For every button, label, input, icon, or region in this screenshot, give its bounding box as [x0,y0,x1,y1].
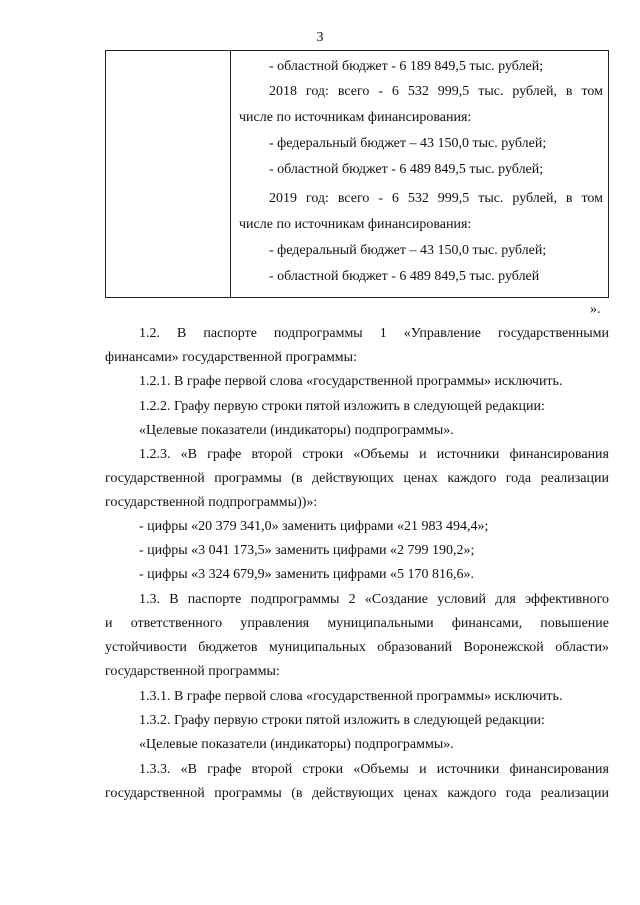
table-line: - федеральный бюджет – 43 150,0 тыс. рублей; [269,136,547,151]
table-line: числе по источникам финансирования: [239,217,472,232]
paragraph-line: 1.3.2. Графу первую строки пятой изложить в следующей редакции: [139,713,545,728]
paragraph-line: 1.2.1. В графе первой слова «государственной программы» исключить. [139,374,563,389]
paragraph-line: устойчивости бюджетов муниципальных образований Воронежской области» [105,640,609,655]
paragraph-line: государственной программы (в действующих ценах каждого года реализации [105,786,609,801]
paragraph-line: 1.3.1. В графе первой слова «государственной программы» исключить. [139,689,563,704]
table-line: - федеральный бюджет – 43 150,0 тыс. рублей; [269,243,547,258]
paragraph-line: 1.3. В паспорте подпрограммы 2 «Создание условий для эффективного [139,592,609,607]
paragraph-line: - цифры «20 379 341,0» заменить цифрами «21 983 494,4»; [139,519,489,534]
paragraph-line: «Целевые показатели (индикаторы) подпрограммы». [139,737,454,752]
table-line: - областной бюджет - 6 189 849,5 тыс. рублей; [269,59,544,74]
closing-quote: ». [590,302,601,317]
page-number: 3 [316,30,324,45]
paragraph-line: - цифры «3 041 173,5» заменить цифрами «2 799 190,2»; [139,543,475,558]
table-line: 2019 год: всего - 6 532 999,5 тыс. рублей, в том [269,191,603,206]
paragraph-line: государственной подпрограммы))»: [105,495,318,510]
paragraph-line: государственной программы: [105,664,280,679]
table-line: - областной бюджет - 6 489 849,5 тыс. рублей [269,269,540,284]
paragraph-line: 1.2.2. Графу первую строки пятой изложить в следующей редакции: [139,399,545,414]
paragraph-line: 1.2.3. «В графе второй строки «Объемы и источники финансирования [139,447,609,462]
paragraph-line: и ответственного управления муниципальными финансами, повышение [105,616,609,631]
table-line: - областной бюджет - 6 489 849,5 тыс. рублей; [269,162,544,177]
paragraph-line: финансами» государственной программы: [105,350,357,365]
paragraph-line: «Целевые показатели (индикаторы) подпрограммы». [139,423,454,438]
paragraph-line: 1.2. В паспорте подпрограммы 1 «Управление государственными [139,326,609,341]
paragraph-line: - цифры «3 324 679,9» заменить цифрами «5 170 816,6». [139,567,475,582]
passport-table-fragment [105,50,609,298]
table-column-divider [230,51,231,297]
table-line: числе по источникам финансирования: [239,110,472,125]
paragraph-line: государственной программы (в действующих ценах каждого года реализации [105,471,609,486]
table-line: 2018 год: всего - 6 532 999,5 тыс. рублей, в том [269,84,603,99]
paragraph-line: 1.3.3. «В графе второй строки «Объемы и источники финансирования [139,762,609,777]
